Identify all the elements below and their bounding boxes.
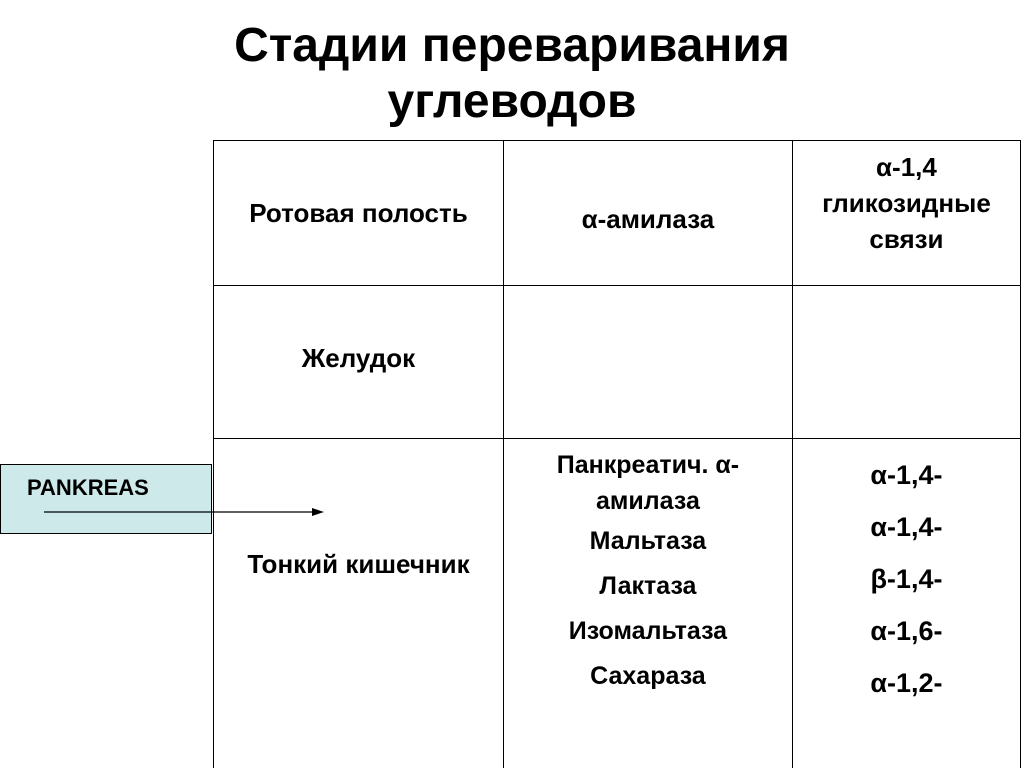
bond-label: α-1,4- <box>870 512 943 542</box>
organ-label: Желудок <box>301 342 416 373</box>
bond-label: α-1,6- <box>870 616 943 646</box>
pankreas-label: PANKREAS <box>27 475 149 500</box>
enzyme-label: амилаза <box>596 487 700 515</box>
organ-cell <box>214 141 504 286</box>
bond-label: связи <box>869 224 944 254</box>
bond-label: α-1,4 <box>876 152 937 182</box>
bond-label: α-1,2- <box>870 668 943 698</box>
enzyme-cell <box>503 286 792 439</box>
enzyme-label: Мальтаза <box>589 527 707 555</box>
enzyme-label: Панкреатич. α- <box>556 451 740 479</box>
title-line-1: Стадии переваривания <box>234 19 790 72</box>
enzyme-label: α-амилаза <box>581 203 715 234</box>
table-row-mouth <box>214 141 1021 286</box>
digestion-table <box>213 140 1021 768</box>
enzyme-label: Изомальтаза <box>568 617 728 645</box>
enzyme-label: Лактаза <box>599 572 697 600</box>
enzyme-cell <box>503 141 792 286</box>
bond-cell <box>792 439 1020 768</box>
bond-label: α-1,4- <box>870 460 943 490</box>
organ-label: Тонкий кишечник <box>247 548 470 579</box>
organ-label: Ротовая полость <box>249 197 468 228</box>
title-line-2: углеводов <box>387 75 637 128</box>
table-row-stomach <box>214 286 1021 439</box>
arrow-right-icon <box>44 500 324 524</box>
table-row-small-intestine <box>214 439 1021 768</box>
bond-cell <box>792 286 1020 439</box>
bond-cell <box>792 141 1020 286</box>
enzyme-cell <box>503 439 792 768</box>
slide-title <box>0 18 1024 130</box>
bond-label: β-1,4- <box>870 564 943 594</box>
organ-cell <box>214 439 504 768</box>
bond-label: гликозидные <box>822 188 991 218</box>
enzyme-label: Сахараза <box>590 662 706 690</box>
organ-cell <box>214 286 504 439</box>
